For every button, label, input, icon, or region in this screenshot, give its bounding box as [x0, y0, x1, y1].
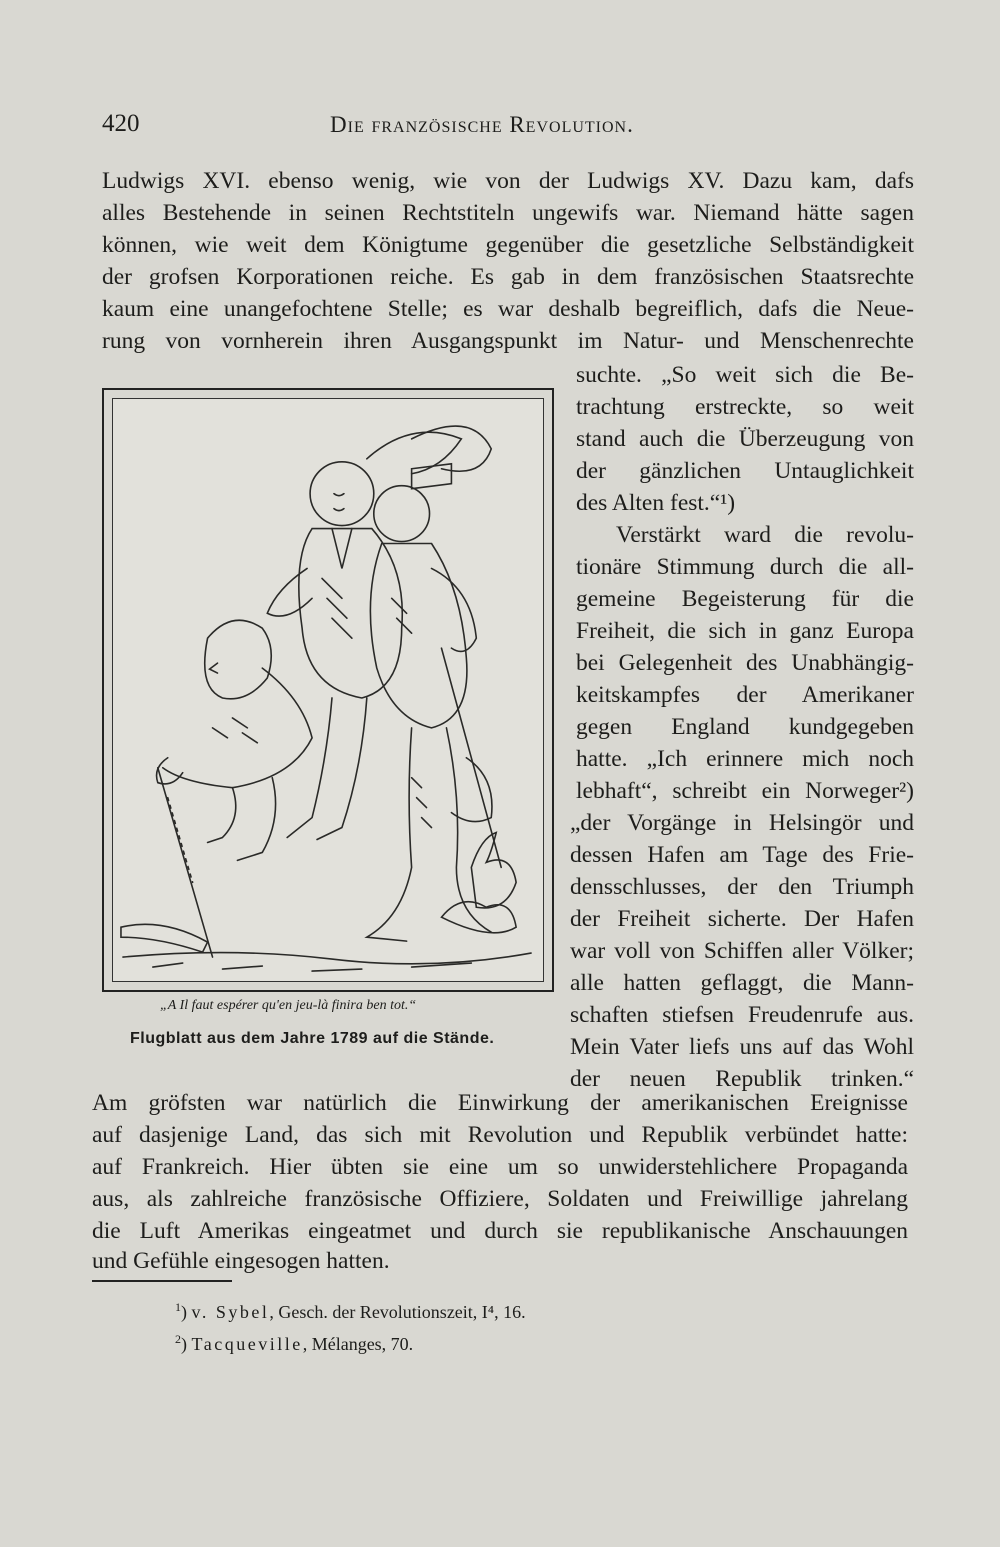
footnote-mark: 1: [175, 1300, 181, 1314]
figure-quote: „A Il faut espérer qu'en jeu-là finira ben tot.“: [160, 998, 417, 1013]
text-line: auf Frankreich. Hier übten sie eine um so unwiderstehlichere Propaganda: [92, 1154, 908, 1180]
side-line: war voll von Schiffen aller Völker;: [570, 938, 914, 964]
side-line: densschlusses, der den Triumph: [570, 874, 914, 900]
side-line: lebhaft“, schreibt ein Norweger²): [576, 778, 914, 804]
footnote-rule: [92, 1280, 232, 1282]
side-line: gegen England kundgegeben: [576, 714, 914, 740]
side-line: keitskampfes der Amerikaner: [576, 682, 914, 708]
page-number: 420: [102, 110, 140, 137]
engraving-drawing: [113, 399, 543, 981]
side-line: tionäre Stimmung durch die all-: [576, 554, 914, 580]
footnote-2: $^2$) Tacqueville, Mélanges, 70.: [175, 1332, 414, 1354]
text-line: auf dasjenige Land, das sich mit Revolution und Republik verbündet hatte:: [92, 1122, 908, 1148]
side-line: hatte. „Ich erinnere mich noch: [576, 746, 914, 772]
footnote-1: $^1$) v. Sybel, Gesch. der Revolutionszeit, I⁴, 16.: [175, 1300, 526, 1322]
side-line: gemeine Begeisterung für die: [576, 586, 914, 612]
footnote-text: , Gesch. der Revolutionszeit, I⁴, 16.: [269, 1302, 526, 1322]
figure-caption: Flugblatt aus dem Jahre 1789 auf die Stände.: [130, 1030, 495, 1047]
text-line: Am gröfsten war natürlich die Einwirkung der amerikanischen Ereignisse: [92, 1090, 908, 1116]
footnote-author: Tacqueville: [191, 1334, 303, 1354]
text-line: rung von vornherein ihren Ausgangspunkt im Natur- und Menschenrechte: [102, 328, 914, 354]
footnote-mark: 2: [175, 1332, 181, 1346]
side-line: dessen Hafen am Tage des Frie-: [570, 842, 914, 868]
side-line: Mein Vater liefs uns auf das Wohl: [570, 1034, 914, 1060]
text-line: der grofsen Korporationen reiche. Es gab in dem französischen Staatsrechte: [102, 264, 914, 290]
side-line: schaften stiefsen Freudenrufe aus.: [570, 1002, 914, 1028]
text-line: können, wie weit dem Königtume gegenüber die gesetzliche Selbständigkeit: [102, 232, 914, 258]
side-line: Verstärkt ward die revolu-: [616, 522, 914, 548]
footnote-text: , Mélanges, 70.: [302, 1334, 414, 1354]
side-line: suchte. „So weit sich die Be-: [576, 362, 914, 388]
engraving-illustration: [112, 398, 544, 982]
footnote-author: v. Sybel: [191, 1302, 270, 1322]
side-line: bei Gelegenheit des Unabhängig-: [576, 650, 914, 676]
figure-frame: [102, 388, 554, 992]
side-line: stand auch die Überzeugung von: [576, 426, 914, 452]
text-line: und Gefühle eingesogen hatten.: [92, 1248, 390, 1274]
side-line: der gänzlichen Untauglichkeit: [576, 458, 914, 484]
text-line: aus, als zahlreiche französische Offiziere, Soldaten und Freiwillige jahrelang: [92, 1186, 908, 1212]
text-line: die Luft Amerikas eingeatmet und durch sie republikanische Anschauungen: [92, 1218, 908, 1244]
text-line: alles Bestehende in seinen Rechtstiteln ungewifs war. Niemand hätte sagen: [102, 200, 914, 226]
side-line: „der Vorgänge in Helsingör und: [570, 810, 914, 836]
side-line: alle hatten geflaggt, die Mann-: [570, 970, 914, 996]
text-line: kaum eine unangefochtene Stelle; es war deshalb begreiflich, dafs die Neue-: [102, 296, 914, 322]
text-line: Ludwigs XVI. ebenso wenig, wie von der Ludwigs XV. Dazu kam, dafs: [102, 168, 914, 194]
running-title: Die französische Revolution.: [330, 112, 634, 137]
side-line: der neuen Republik trinken.“: [570, 1066, 914, 1092]
side-line: trachtung erstreckte, so weit: [576, 394, 914, 420]
side-line: Freiheit, die sich in ganz Europa: [576, 618, 914, 644]
side-line: der Freiheit sicherte. Der Hafen: [570, 906, 914, 932]
side-line: des Alten fest.“¹): [576, 490, 736, 516]
